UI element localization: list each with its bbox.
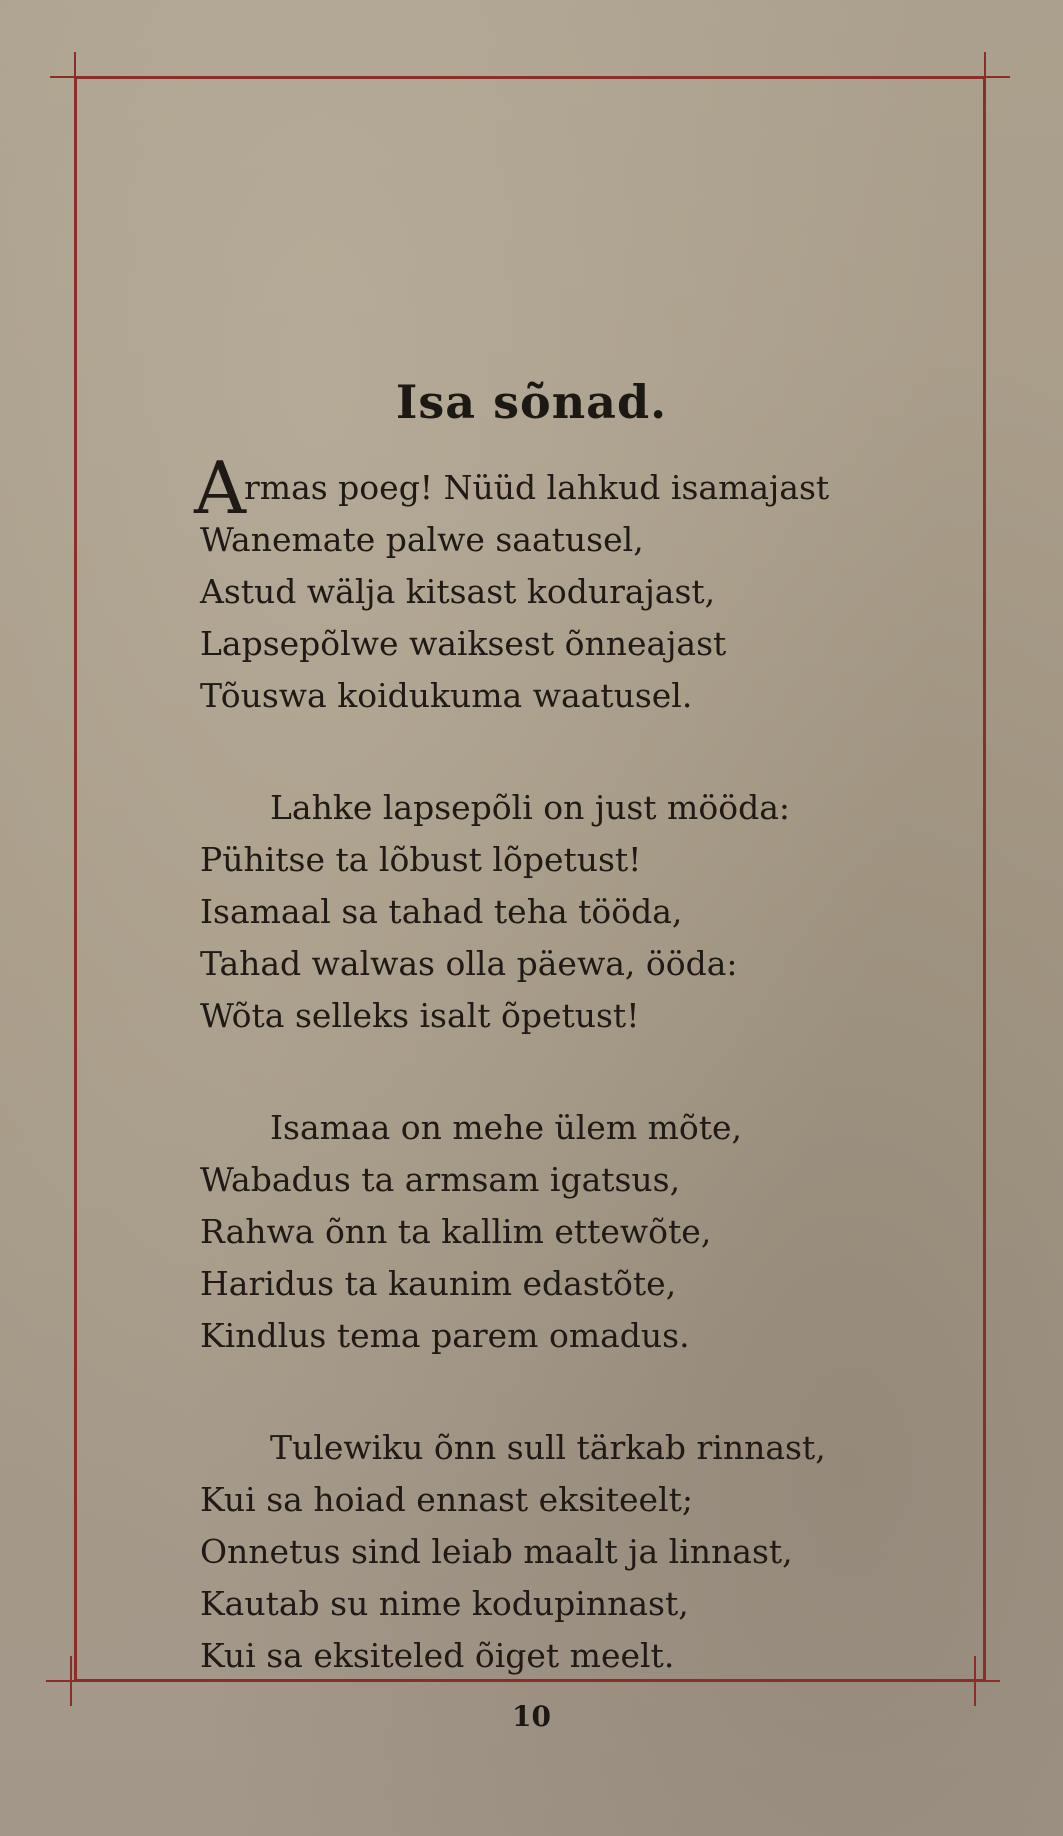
poem-line: Tahad walwas olla päewa, ööda: xyxy=(200,944,738,983)
poem-line: Isamaal sa tahad teha tööda, xyxy=(200,892,683,931)
stanza-4 xyxy=(200,1422,900,1682)
poem-line-text: rmas poeg! Nüüd lahkud isamajast xyxy=(244,468,830,507)
corner-ornament-bottom-right xyxy=(964,1670,986,1692)
poem-line xyxy=(194,446,900,530)
poem-line: Haridus ta kaunim edastõte, xyxy=(200,1264,677,1303)
stanza-1 xyxy=(194,446,900,722)
poem-line: Tulewiku õnn sull tärkab rinnast, xyxy=(270,1428,826,1467)
poem-line: Rahwa õnn ta kallim ettewõte, xyxy=(200,1212,712,1251)
poem-line: Kindlus tema parem omadus. xyxy=(200,1316,690,1355)
poem-line: Kui sa hoiad ennast eksiteelt; xyxy=(200,1480,693,1519)
corner-ornament-top-left xyxy=(64,66,86,88)
poem-body xyxy=(194,446,900,1742)
poem-line: Lapsepõlwe waiksest õnneajast xyxy=(200,624,727,663)
poem-line: Pühitse ta lõbust lõpetust! xyxy=(200,840,642,879)
poem-line: Wõta selleks isalt õpetust! xyxy=(200,996,640,1035)
drop-cap: A xyxy=(194,446,246,530)
stanza-3 xyxy=(200,1102,900,1362)
corner-ornament-top-right xyxy=(974,66,996,88)
poem-line: Kui sa eksiteled õiget meelt. xyxy=(200,1636,675,1675)
poem-line: Isamaa on mehe ülem mõte, xyxy=(270,1108,743,1147)
poem-title: Isa sõnad. xyxy=(395,375,668,429)
poem-line: Lahke lapsepõli on just mööda: xyxy=(270,788,790,827)
page-number: 10 xyxy=(512,1700,551,1733)
poem-line: Onnetus sind leiab maalt ja linnast, xyxy=(200,1532,793,1571)
poem-line: Tõuswa koidukuma waatusel. xyxy=(200,676,693,715)
corner-ornament-bottom-left xyxy=(60,1670,82,1692)
poem-line: Wabadus ta armsam igatsus, xyxy=(200,1160,681,1199)
stanza-2 xyxy=(200,782,900,1042)
poem-line: Kautab su nime kodupinnast, xyxy=(200,1584,689,1623)
poem-line: Astud wälja kitsast kodurajast, xyxy=(200,572,716,611)
poem-line: Wanemate palwe saatusel, xyxy=(200,520,644,559)
